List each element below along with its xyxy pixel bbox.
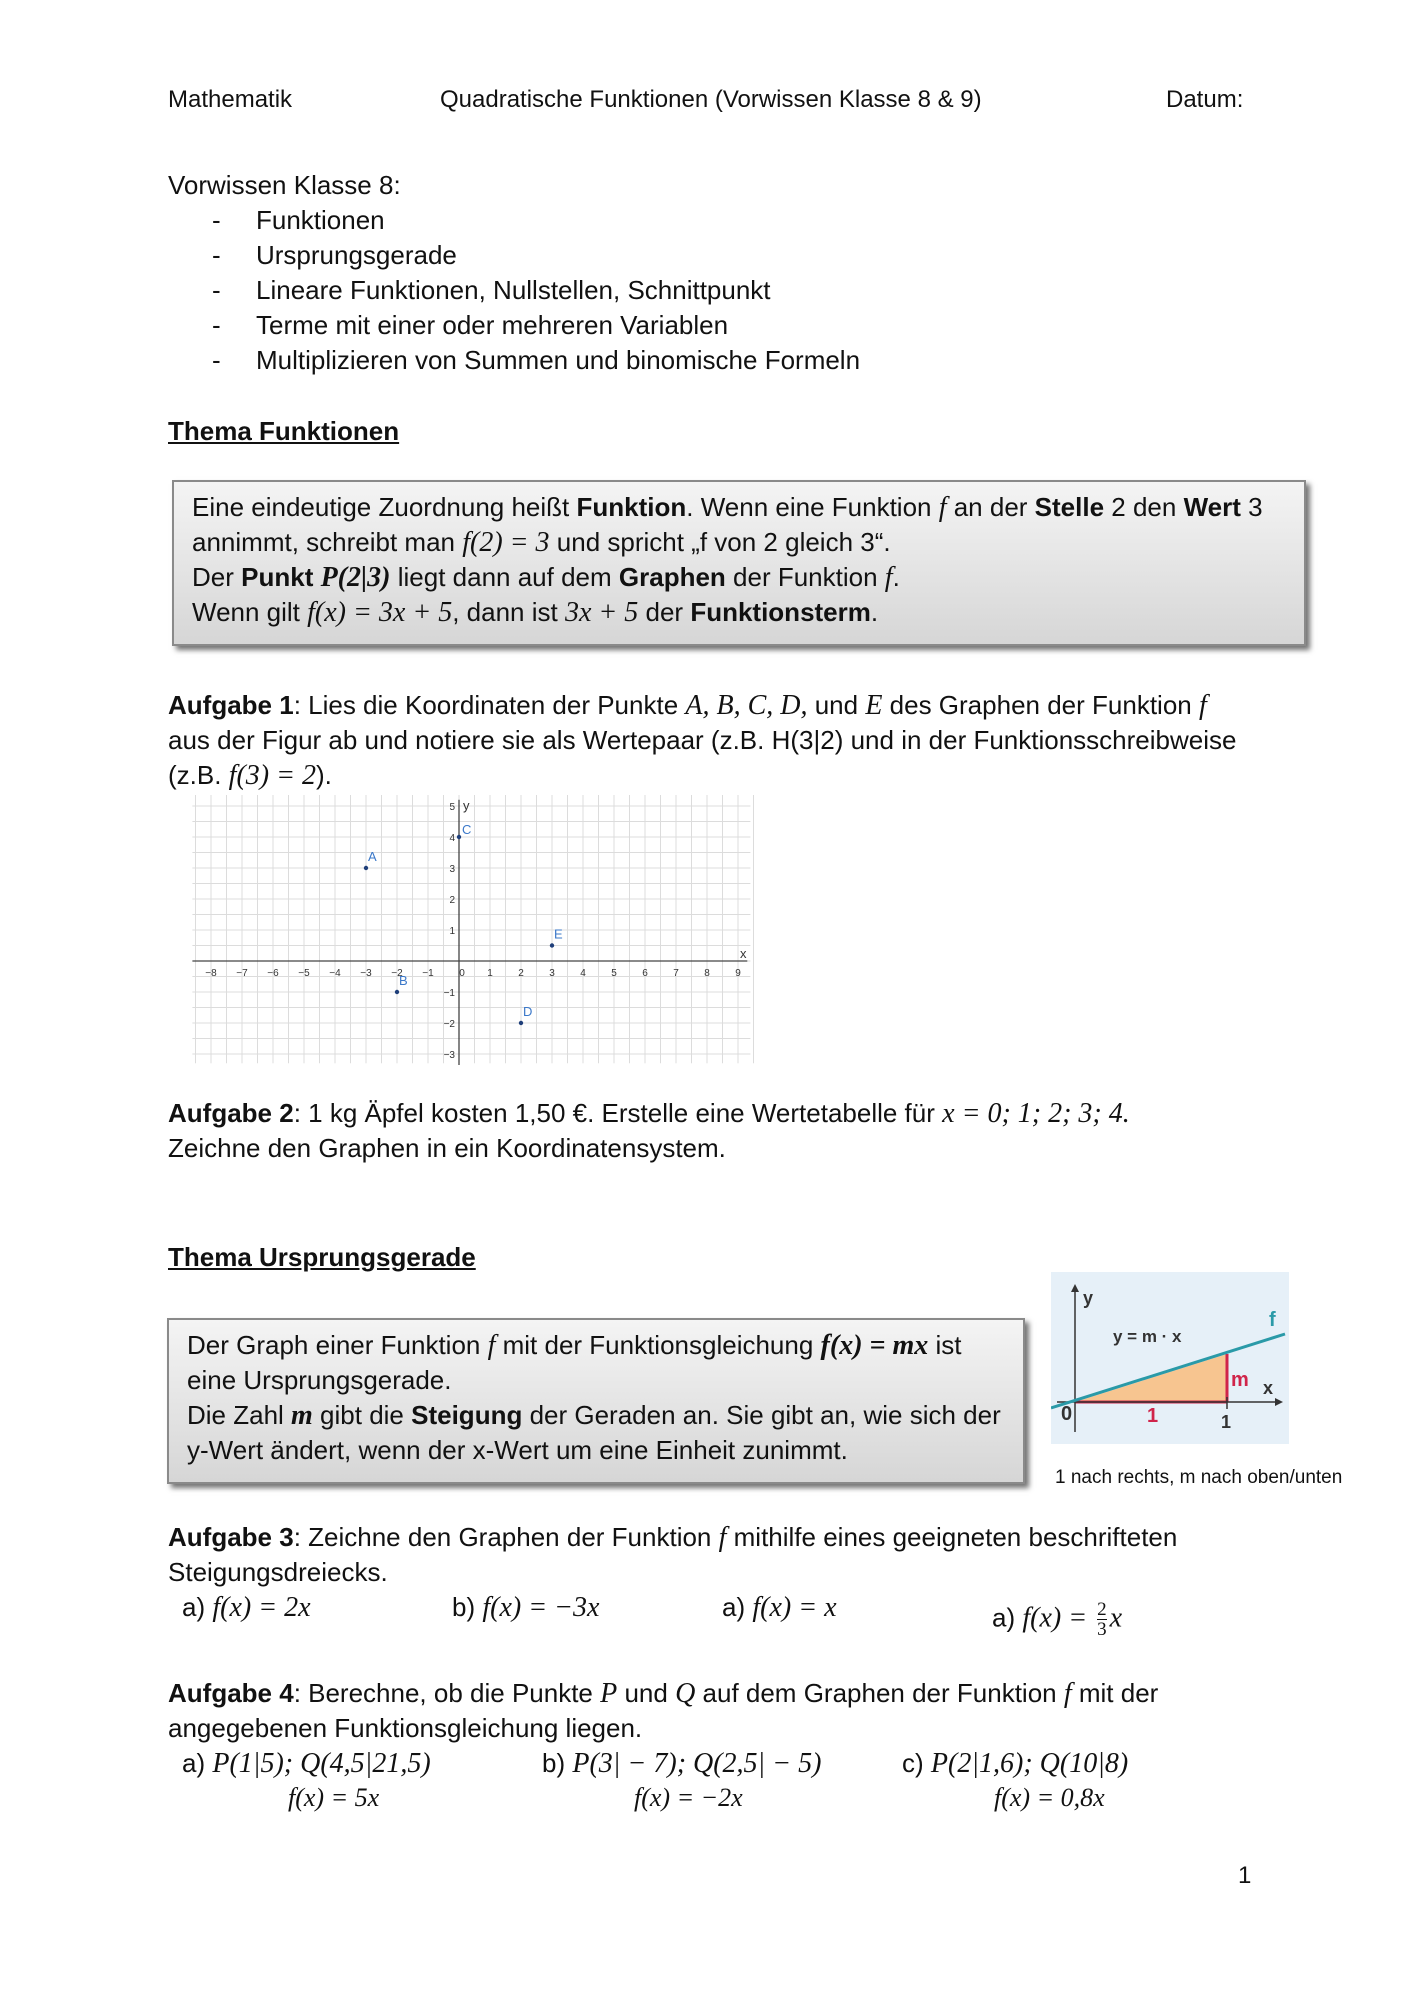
x-axis-label: x: [740, 946, 747, 961]
x-tick-label: 1: [1221, 1412, 1232, 1432]
point-c-marker: [457, 835, 461, 839]
x-tick-label: −3: [360, 968, 372, 979]
definition-line-4: y-Wert ändert, wenn der x-Wert um eine Einheit zunimmt.: [187, 1435, 848, 1465]
x-tick-label: 2: [518, 968, 524, 979]
y-tick-label: −3: [443, 1050, 455, 1061]
x-tick-label: −8: [205, 968, 217, 979]
x-tick-label: −5: [298, 968, 310, 979]
x-tick-label: 9: [735, 968, 741, 979]
y-tick-label: 2: [449, 895, 455, 906]
x-tick-label: 7: [673, 968, 679, 979]
task2-line-2: Zeichne den Graphen in ein Koordinatensystem.: [168, 1133, 726, 1163]
task4-item-c-function: f(x) = 0,8x: [994, 1783, 1105, 1812]
definition-box-functions: [172, 480, 1306, 646]
section-heading-functions: Thema Funktionen: [168, 416, 400, 446]
y-tick-label: −1: [443, 988, 455, 999]
y-tick-label: −2: [443, 1019, 455, 1030]
x-axis-label: x: [1263, 1378, 1274, 1398]
task4-item-b-function: f(x) = −2x: [634, 1783, 743, 1812]
definition-line-3: Die Zahl m gibt die Steigung der Geraden an. Sie gibt an, wie sich der: [187, 1400, 1001, 1431]
equation-label: y = m · x: [1113, 1327, 1182, 1346]
x-tick-label: −2: [391, 968, 403, 979]
task4-line-2: angegebenen Funktionsgleichung liegen.: [168, 1713, 643, 1743]
point-a-label: A: [368, 849, 377, 864]
x-tick-label: 4: [580, 968, 586, 979]
coordinate-chart: [172, 795, 762, 1065]
y-tick-label: 5: [449, 802, 455, 813]
point-d-label: D: [523, 1004, 533, 1019]
origin-label: 0: [1061, 1403, 1073, 1425]
point-b-marker: [395, 990, 399, 994]
task4-item-a-points: a) P(1|5); Q(4,5|21,5): [182, 1748, 431, 1779]
x-tick-label: −7: [236, 968, 248, 979]
y-tick-label: 4: [449, 833, 455, 844]
point-e-marker: [550, 943, 554, 947]
task3-item-b: b) f(x) = −3x: [452, 1592, 600, 1623]
x-tick-label: 0: [459, 968, 465, 979]
prior-knowledge-heading: Vorwissen Klasse 8:: [168, 170, 401, 200]
y-axis-label: y: [1083, 1288, 1094, 1308]
x-tick-label: −4: [329, 968, 341, 979]
task1-line-2: aus der Figur ab und notiere sie als Wertepaar (z.B. H(3|2) und in der Funktionsschreibweise: [168, 725, 1237, 755]
point-c-label: C: [462, 822, 472, 837]
task1-line-3: (z.B. f(3) = 2).: [168, 760, 332, 791]
point-e-label: E: [554, 926, 563, 942]
point-b-label: B: [399, 973, 408, 988]
task4-line-1: Aufgabe 4: Berechne, ob die Punkte P und Q auf dem Graphen der Funktion f mit der: [168, 1678, 1159, 1709]
task3-item-c: a) f(x) = x: [722, 1592, 837, 1623]
definition-line-4: Wenn gilt f(x) = 3x + 5, dann ist 3x + 5 der Funktionsterm.: [192, 597, 879, 628]
task4-item-a-function: f(x) = 5x: [288, 1783, 380, 1812]
x-tick-label: 5: [611, 968, 617, 979]
x-tick-label: −1: [422, 968, 434, 979]
header-date-label: Datum:: [1166, 86, 1244, 113]
point-a-marker: [364, 866, 368, 870]
definition-line-1: Der Graph einer Funktion f mit der Funktionsgleichung f(x) = mx ist: [187, 1330, 962, 1361]
definition-box-origin-line: [167, 1318, 1025, 1484]
task3-line-2: Steigungsdreiecks.: [168, 1557, 388, 1587]
page-number: 1: [1238, 1862, 1252, 1889]
definition-line-1: Eine eindeutige Zuordnung heißt Funktion. Wenn eine Funktion f an der Stelle 2 den Wert 3: [192, 492, 1263, 523]
task3-item-a: a) f(x) = 2x: [182, 1592, 311, 1623]
y-tick-label: 3: [449, 864, 455, 875]
slope-figure: [1051, 1272, 1289, 1444]
x-tick-label: 6: [642, 968, 648, 979]
task4-item-c-points: c) P(2|1,6); Q(10|8): [902, 1748, 1129, 1779]
task3-line-1: Aufgabe 3: Zeichne den Graphen der Funktion f mithilfe eines geeigneten beschrifteten: [168, 1522, 1178, 1553]
section-heading-origin-line: Thema Ursprungsgerade: [168, 1242, 476, 1272]
task1-line-1: Aufgabe 1: Lies die Koordinaten der Punkte A, B, C, D, und E des Graphen der Funktion f: [168, 690, 1207, 721]
x-tick-label: −6: [267, 968, 279, 979]
point-d-marker: [519, 1021, 523, 1025]
function-label: f: [1269, 1309, 1276, 1331]
fraction: $\frac{2}{3}$: [1097, 1599, 1107, 1640]
header-title: Quadratische Funktionen (Vorwissen Klasse 8 & 9): [440, 86, 982, 113]
slope-figure-caption: 1 nach rechts, m nach oben/unten: [1055, 1467, 1343, 1488]
header-subject: Mathematik: [168, 86, 293, 113]
y-axis-label: y: [463, 798, 470, 813]
y-tick-label: 1: [449, 926, 455, 937]
rise-label: m: [1231, 1369, 1249, 1391]
definition-line-2: eine Ursprungsgerade.: [187, 1365, 452, 1395]
x-tick-label: 1: [487, 968, 493, 979]
task4-item-b-points: b) P(3| − 7); Q(2,5| − 5): [542, 1748, 822, 1779]
definition-line-3: Der Punkt P(2|3) liegt dann auf dem Graphen der Funktion f.: [192, 562, 900, 593]
x-tick-label: 3: [549, 968, 555, 979]
definition-line-2: annimmt, schreibt man f(2) = 3 und spricht „f von 2 gleich 3“.: [192, 527, 891, 558]
run-label: 1: [1147, 1405, 1159, 1427]
x-tick-label: 8: [704, 968, 710, 979]
task2-line-1: Aufgabe 2: 1 kg Äpfel kosten 1,50 €. Erstelle eine Wertetabelle für x = 0; 1; 2; 3; 4.: [168, 1098, 1130, 1129]
task3-item-d: a) f(x) = $\frac{2}{3}$ x: [992, 1599, 1123, 1640]
